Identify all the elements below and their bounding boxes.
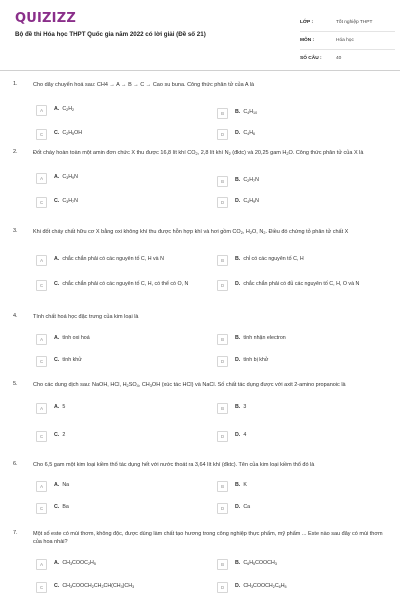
option-label: A. (54, 106, 60, 112)
option-text: $CH_3COOC_2H_5$ (62, 560, 96, 566)
option-label: B. (235, 256, 241, 262)
option-a[interactable] (36, 106, 206, 116)
option-text: tính khử (62, 357, 82, 363)
option-label: D. (235, 432, 241, 438)
option-label: C. (54, 432, 60, 438)
option-letter-box: C (36, 503, 47, 514)
option-b[interactable] (217, 177, 387, 187)
option-letter-box: C (36, 129, 47, 140)
meta-row-count (300, 50, 395, 67)
option-letter-box: A (36, 559, 47, 570)
option-label: A. (54, 335, 60, 341)
meta-table (300, 14, 395, 67)
option-letter-box: B (217, 334, 228, 345)
option-d[interactable] (217, 583, 387, 593)
option-letter-box: C (36, 197, 47, 208)
option-letter-box: A (36, 105, 47, 116)
option-text: $C_3H_7N$ (62, 198, 78, 204)
option-b[interactable] (217, 256, 387, 266)
question-number: 6. (13, 461, 18, 467)
option-text: chắc chắn phải có các nguyên tố C, H và N (62, 256, 164, 262)
option-letter-box: B (217, 176, 228, 187)
brand-logo: QUIZIZZ (15, 11, 76, 26)
option-text: $CH_3COOCH_2C_6H_5$ (243, 583, 287, 589)
option-letter-box: D (217, 197, 228, 208)
option-text: tính bị khử (243, 357, 269, 363)
option-text: Na (62, 482, 70, 488)
option-label: B. (235, 560, 241, 566)
option-text: K (243, 482, 247, 488)
option-text: 4 (243, 432, 247, 438)
option-a[interactable] (36, 174, 206, 184)
option-b[interactable] (217, 109, 387, 119)
option-letter-box: B (217, 108, 228, 119)
meta-row-subject (300, 32, 395, 50)
option-label: A. (54, 174, 60, 180)
option-text: $CH_3COOCH_2CH_2CH(CH_3)CH_3$ (62, 583, 135, 589)
option-letter-box: A (36, 173, 47, 184)
meta-value: Hóa học (336, 38, 354, 43)
option-letter-box: D (217, 280, 228, 291)
question-number: 3. (13, 228, 18, 234)
option-a[interactable] (36, 404, 206, 414)
option-d[interactable] (217, 432, 387, 442)
option-text: $C_4H_9N$ (243, 198, 259, 204)
option-c[interactable] (36, 281, 206, 291)
option-label: D. (235, 504, 241, 510)
option-label: A. (54, 560, 60, 566)
option-a[interactable] (36, 256, 206, 266)
option-text: tính nhận electron (243, 335, 286, 341)
header (0, 0, 400, 71)
option-b[interactable] (217, 404, 387, 414)
option-c[interactable] (36, 504, 206, 514)
option-d[interactable] (217, 281, 387, 291)
option-text: $C_4H_{10}$ (243, 109, 258, 115)
option-letter-box: D (217, 356, 228, 367)
meta-label: SỐ CÂU : (300, 56, 322, 61)
question-number: 1. (13, 81, 18, 87)
question-text: Khi đốt cháy chất hữu cơ X bằng oxi không khí thu được hỗn hợp khí và hơi gồm $CO_2$, $H_2O$, $N_2$. Điều đó chứng tỏ phân tử chất X (33, 229, 349, 235)
option-text: tính oxi hoá (62, 335, 90, 341)
option-d[interactable] (217, 357, 387, 367)
option-label: D. (235, 357, 241, 363)
option-letter-box: D (217, 582, 228, 593)
option-c[interactable] (36, 583, 206, 593)
option-label: A. (54, 482, 60, 488)
option-text: $C_6H_5COOCH_3$ (243, 560, 277, 566)
question-number: 7. (13, 530, 18, 536)
question-text: Cho dãy chuyển hoá sau: CH4 → A → B → C → Cao su buna. Công thức phân tử của A là (33, 82, 255, 88)
option-label: B. (235, 109, 241, 115)
meta-label: LỚP : (300, 20, 314, 25)
option-label: C. (54, 198, 60, 204)
option-letter-box: C (36, 582, 47, 593)
option-text: $C_2H_5OH$ (62, 130, 83, 136)
option-a[interactable] (36, 335, 206, 345)
meta-value: Tốt nghiệp THPT (336, 20, 373, 25)
option-text: chắc chắn phải có đủ các nguyên tố C, H, O và N (243, 281, 360, 287)
option-label: D. (235, 583, 241, 589)
option-label: D. (235, 130, 241, 136)
option-c[interactable] (36, 198, 206, 208)
option-letter-box: C (36, 431, 47, 442)
question-number: 4. (13, 313, 18, 319)
question-text: Cho 6,5 gam một kim loại kiềm thổ tác dụng hết với nước thoát ra 3,64 lít khí (đktc). Tên của kim loại kiềm thổ đó là (33, 462, 315, 468)
option-letter-box: A (36, 255, 47, 266)
option-label: B. (235, 177, 241, 183)
option-label: C. (54, 504, 60, 510)
option-letter-box: D (217, 431, 228, 442)
option-text: 5 (62, 404, 66, 410)
option-label: B. (235, 335, 241, 341)
meta-row-class (300, 14, 395, 32)
option-letter-box: B (217, 255, 228, 266)
option-label: C. (54, 583, 60, 589)
option-text: $C_2H_2$ (62, 106, 75, 112)
meta-value: 40 (336, 56, 342, 61)
option-label: D. (235, 198, 241, 204)
question-text: Một số este có mùi thơm, không độc, được dùng làm chất tạo hương trong công nghiệp thực phẩm, mỹ phẩm ... Este nào sau đây có mùi thơm của hoa nhài? (33, 531, 383, 545)
meta-label: MÔN : (300, 38, 315, 43)
option-text: chỉ có các nguyên tố C, H (243, 256, 304, 262)
option-c[interactable] (36, 432, 206, 442)
option-label: C. (54, 357, 60, 363)
option-c[interactable] (36, 130, 206, 140)
option-a[interactable] (36, 482, 206, 492)
option-c[interactable] (36, 357, 206, 367)
option-a[interactable] (36, 560, 206, 570)
question-text: Cho các dung dịch sau: NaOH, HCl, $H_2SO_4$, $CH_3OH$ (xúc tác HCl) và NaCl. Số chất tác dụng được với axit 2-amino propanoic là (33, 382, 346, 388)
option-label: B. (235, 482, 241, 488)
option-d[interactable] (217, 504, 387, 514)
option-b[interactable] (217, 560, 387, 570)
option-label: C. (54, 130, 60, 136)
option-label: A. (54, 404, 60, 410)
question-number: 5. (13, 381, 18, 387)
option-label: A. (54, 256, 60, 262)
option-text: chắc chắn phải có các nguyên tố C, H, có thể có O, N (62, 281, 189, 287)
option-d[interactable] (217, 198, 387, 208)
option-text: Ba (62, 504, 69, 510)
option-b[interactable] (217, 482, 387, 492)
option-letter-box: B (217, 481, 228, 492)
question-text: Tính chất hoá học đặc trưng của kim loại là (33, 314, 139, 320)
option-letter-box: B (217, 403, 228, 414)
option-text: $C_3H_9N$ (62, 174, 78, 180)
question-text: Đốt cháy hoàn toàn một amin đơn chức X thu được 16,8 lít khí $CO_2$, 2,8 lít khí $N_2$ (đktc) và 20,25 gam $H_2O$. Công thức phân tử của X là (33, 150, 364, 156)
option-letter-box: B (217, 559, 228, 570)
option-letter-box: D (217, 503, 228, 514)
option-d[interactable] (217, 130, 387, 140)
option-label: D. (235, 281, 241, 287)
option-label: B. (235, 404, 241, 410)
option-text: Ca (243, 504, 251, 510)
option-letter-box: A (36, 481, 47, 492)
option-b[interactable] (217, 335, 387, 345)
option-letter-box: A (36, 334, 47, 345)
option-letter-box: C (36, 356, 47, 367)
option-text: 2 (62, 432, 66, 438)
question-number: 2. (13, 149, 18, 155)
document-title: Bộ đề thi Hóa học THPT Quốc gia năm 2022 có lời giải (Đề số 21) (15, 31, 206, 38)
option-text: 3 (243, 404, 247, 410)
option-letter-box: D (217, 129, 228, 140)
option-label: C. (54, 281, 60, 287)
option-text: $C_2H_7N$ (243, 177, 259, 183)
option-letter-box: C (36, 280, 47, 291)
option-letter-box: A (36, 403, 47, 414)
option-text: $C_4H_6$ (243, 130, 256, 136)
